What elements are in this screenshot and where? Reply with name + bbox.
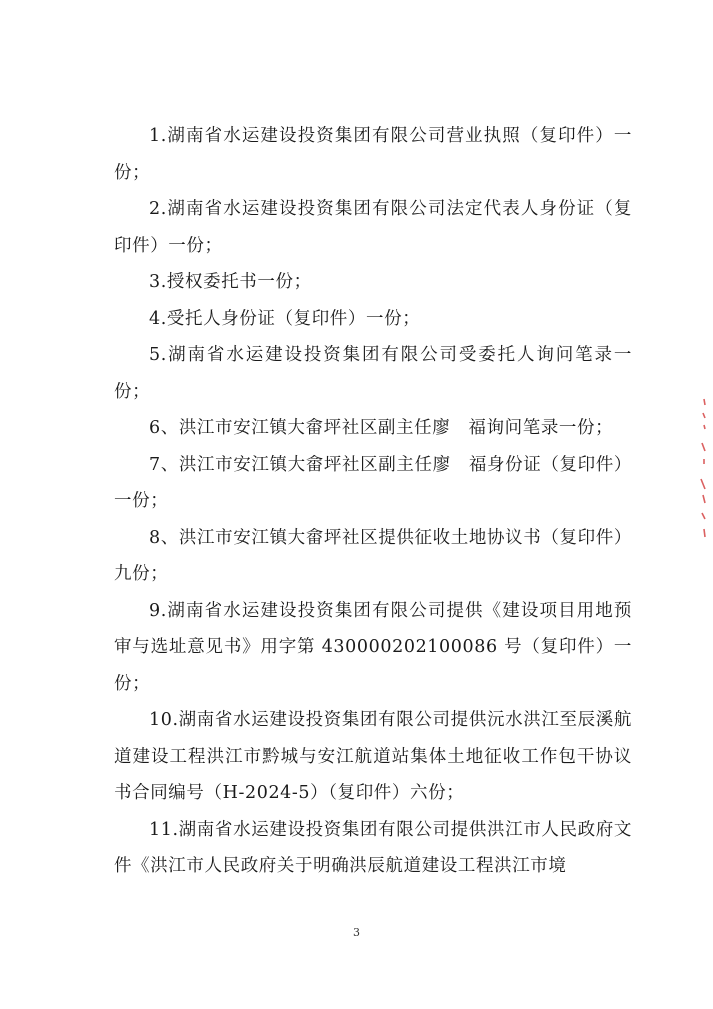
- list-item: 5.湖南省水运建设投资集团有限公司受委托人询问笔录一份；: [114, 345, 632, 402]
- list-item: 1.湖南省水运建设投资集团有限公司营业执照（复印件）一份；: [114, 126, 632, 183]
- list-item: 8、洪江市安江镇大畲坪社区提供征收土地协议书（复印件）九份；: [114, 527, 632, 584]
- list-item: 9.湖南省水运建设投资集团有限公司提供《建设项目用地预审与选址意见书》用字第 430000202100086 号（复印件）一份；: [114, 600, 632, 694]
- list-item: 10.湖南省水运建设投资集团有限公司提供沅水洪江至辰溪航道建设工程洪江市黔城与安江航道站集体土地征收工作包干协议书合同编号（H-2024-5）（复印件）六份；: [114, 710, 632, 803]
- list-item: 4.受托人身份证（复印件）一份；: [149, 308, 421, 329]
- list-item: 7、洪江市安江镇大畲坪社区副主任廖 福身份证（复印件）一份；: [114, 454, 632, 511]
- list-item: 6、洪江市安江镇大畲坪社区副主任廖 福询问笔录一份；: [149, 418, 614, 438]
- list-item: 11.湖南省水运建设投资集团有限公司提供洪江市人民政府文件《洪江市人民政府关于明确洪辰航道建设工程洪江市境: [114, 819, 632, 876]
- list-item: 3.授权委托书一份；: [149, 272, 312, 292]
- list-item: 2.湖南省水运建设投资集团有限公司法定代表人身份证（复印件）一份；: [114, 199, 632, 256]
- page-number: 3: [353, 926, 360, 939]
- stamp-edge-mark: [698, 395, 708, 545]
- document-body: [114, 118, 632, 885]
